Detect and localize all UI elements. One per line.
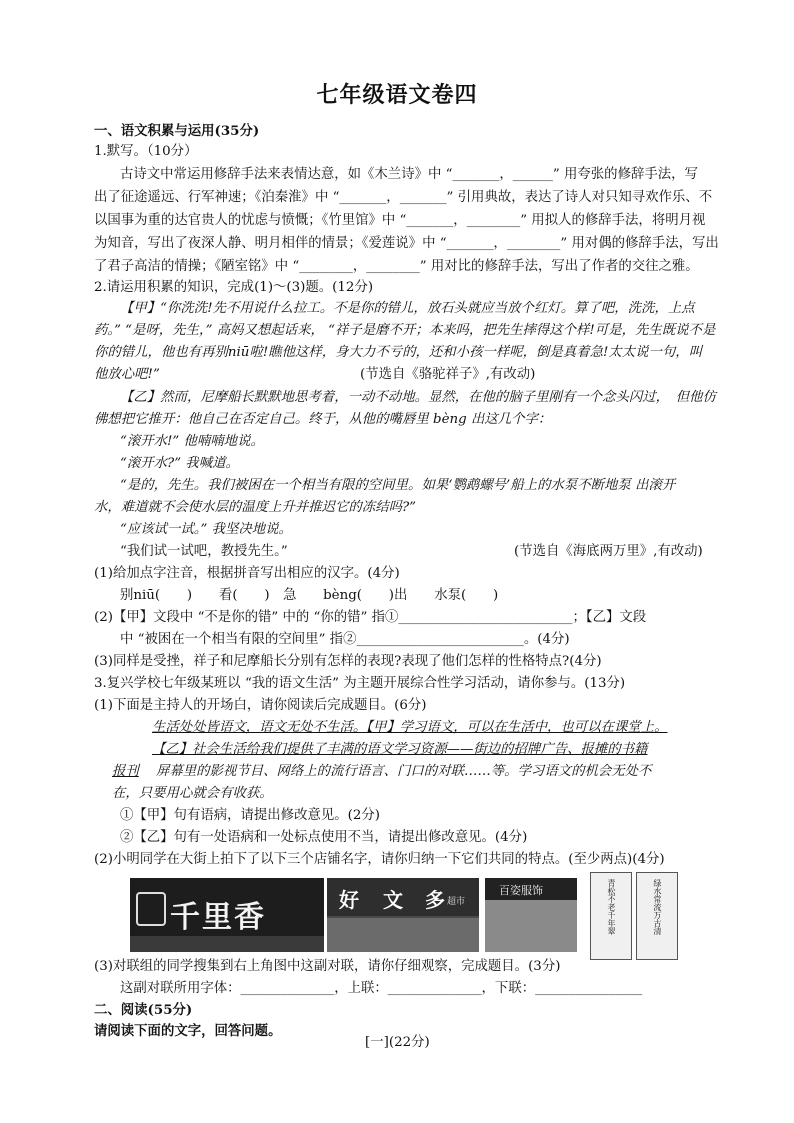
passage-b-line-3: “滚开水!” 他喃喃地说。 bbox=[120, 434, 264, 449]
shop-sign-1-text: 千里香 bbox=[170, 900, 266, 935]
q1-line-3: 以国事为重的达官贵人的忧虑与愤慨；《竹里馆》中 “_______，________” 用拟人的修辞手法，将明月视 bbox=[94, 213, 706, 228]
sign-strip bbox=[130, 936, 324, 952]
passage-b-line-5: “是的，先生。我们被困在一个相当有限的空间里。如果‘鹦鹉螺号’船上的水泵不断地泵 出滚开 bbox=[120, 478, 676, 493]
shop-sign-photo-3 bbox=[485, 878, 577, 952]
passage-a-line-3: 你的错儿，他也有再别niū啦!瞧他这样，身大力不亏的，还和小孩一样呢，倒是真着急!太太说一句，叫 bbox=[94, 345, 703, 360]
couplet-right-text: 绿水常流万古清 bbox=[653, 879, 662, 935]
q3-passage-line-1: 生活处处皆语文，语文无处不生活。【甲】学习语文，可以在生活中，也可以在课堂上。 bbox=[152, 720, 668, 735]
couplet-scroll-right bbox=[636, 872, 678, 960]
page-title: 七年级语文卷四 bbox=[316, 82, 478, 108]
storefront bbox=[327, 918, 479, 952]
passage-b-line-6: 水，难道就不会使水层的温度上升并推迟它的冻结吗?” bbox=[94, 500, 417, 515]
q2-sub-2-line-2: 中 “被困在一个相当有限的空间里” 指②_________________________。(4分) bbox=[120, 632, 570, 647]
q3-passage-line-2: 【乙】社会生活给我们提供了丰满的语文学习资源——街边的招牌广告、报摊的书籍 bbox=[152, 742, 648, 757]
q1-line-2: 出了征途遥远、行军神速；《泊秦淮》中 “_______，_______” 引用典故，表达了诗人对只知寻欢作乐、不 bbox=[94, 190, 713, 205]
shop-sign-2-char-3: 多 bbox=[425, 888, 445, 912]
shop-sign-photo-1 bbox=[130, 878, 324, 952]
passage-b-line-2: 佛想把它推开：他自己在否定自己。终于，从他的嘴唇里 bèng 出这几个字： bbox=[94, 412, 552, 427]
shop-sign-3-text: 百姿服饰 bbox=[499, 884, 543, 897]
shop-sign-2-char-1: 好 bbox=[339, 888, 359, 912]
q1-line-5: 了君子高洁的情操；《陋室铭》中 “________，________” 用对比的修辞手法，写出了作者的交往之雅。 bbox=[94, 259, 699, 274]
q3-sub-3-blanks: 这副对联所用字体：______________，上联：______________，下联：________________ bbox=[120, 981, 643, 996]
q2-sub-1-blanks: 别niū( ) 看( ) 急 bèng( )出 水泵( ) bbox=[120, 588, 499, 603]
q1-heading: 1.默写。（10分） bbox=[94, 144, 198, 159]
passage-a-line-2: 药。” “是呀，先生，” 高妈又想起话来， “祥子是磨不开；本来吗，把先生摔得这个样!可是，先生既说不是 bbox=[94, 323, 716, 338]
passage-a-source: (节选自《骆驼祥子》,有改动) bbox=[360, 367, 536, 382]
q3-passage-line-3a: 报刊 bbox=[112, 764, 139, 779]
q3-sub-1: (1)下面是主持人的开场白，请你阅读后完成题目。(6分) bbox=[94, 698, 427, 713]
q1-line-1: 古诗文中常运用修辞手法来表情达意，如《木兰诗》中 “_______，______” 用夸张的修辞手法，写 bbox=[120, 167, 698, 182]
q2-heading: 2.请运用积累的知识，完成(1)～(3)题。(12分) bbox=[94, 280, 374, 295]
q3-item-2: ②【乙】句有一处语病和一处标点使用不当，请提出修改意见。(4分) bbox=[120, 830, 528, 845]
q3-item-1: ①【甲】句有语病，请提出修改意见。(2分) bbox=[120, 808, 380, 823]
reading-subheading: [一](22分) bbox=[365, 1035, 430, 1050]
shop-sign-photo-2 bbox=[327, 878, 479, 952]
q3-heading: 3.复兴学校七年级某班以 “我的语文生活” 为主题开展综合性学习活动，请你参与。(13分) bbox=[94, 676, 626, 691]
section-heading-2: 二、阅读(55分) bbox=[94, 1002, 193, 1018]
reading-intro: 请阅读下面的文字，回答问题。 bbox=[94, 1023, 282, 1039]
couplet-photo bbox=[586, 868, 682, 964]
section-heading-1: 一、语文积累与运用(35分) bbox=[94, 123, 260, 139]
q2-sub-2-line-1: (2)【甲】文段中 “不是你的错” 中的 “你的错” 指①__________________________；【乙】文段 bbox=[94, 610, 647, 625]
couplet-scroll-left bbox=[590, 872, 632, 960]
q3-sub-2: (2)小明同学在大街上拍下了以下三个店铺名字，请你归纳一下它们共同的特点。(至少两点)(4分) bbox=[94, 852, 665, 867]
q3-sub-3: (3)对联组的同学搜集到右上角图中这副对联，请你仔细观察，完成题目。(3分) bbox=[94, 959, 561, 974]
q2-sub-3: (3)同样是受挫，祥子和尼摩船长分别有怎样的表现?表现了他们怎样的性格特点?(4分) bbox=[94, 654, 602, 669]
q1-line-4: 为知音，写出了夜深人静、明月相伴的情景；《爱莲说》中 “_______，________” 用对偶的修辞手法，写出 bbox=[94, 236, 719, 251]
shop-sign-2-char-2: 文 bbox=[383, 888, 403, 912]
passage-a-line-1: 【甲】“你洗洗!先不用说什么拉工。不是你的错儿，放石头就应当放个红灯。算了吧，洗洗，上点 bbox=[120, 301, 695, 316]
couplet-left-text: 青松不老千年翠 bbox=[607, 879, 616, 935]
passage-b-line-4: “滚开水?” 我喊道。 bbox=[120, 456, 239, 471]
passage-b-source: (节选自《海底两万里》,有改动) bbox=[514, 544, 703, 559]
passage-b-line-7: “应该试一试。” 我坚决地说。 bbox=[120, 522, 292, 537]
shop-logo-icon bbox=[136, 892, 166, 926]
shop-sign-2-sub: 超市 bbox=[447, 897, 466, 907]
passage-b-line-8: “我们试一试吧，教授先生。” bbox=[120, 544, 288, 559]
q3-passage-line-3b: 屏幕里的影视节目、网络上的流行语言、门口的对联……等。学习语文的机会无处不 bbox=[156, 764, 652, 779]
passage-b-line-1: 【乙】然而，尼摩船长默默地思考着，一动不动地。显然，在他的脑子里刚有一个念头闪过， 但他仿 bbox=[120, 390, 716, 405]
passage-a-line-4: 他放心吧!” bbox=[94, 367, 160, 382]
q2-sub-1: (1)给加点字注音，根据拼音写出相应的汉字。(4分) bbox=[94, 566, 400, 581]
storefront bbox=[485, 900, 577, 952]
q3-passage-line-4: 在，只要用心就会有收获。 bbox=[112, 786, 273, 801]
